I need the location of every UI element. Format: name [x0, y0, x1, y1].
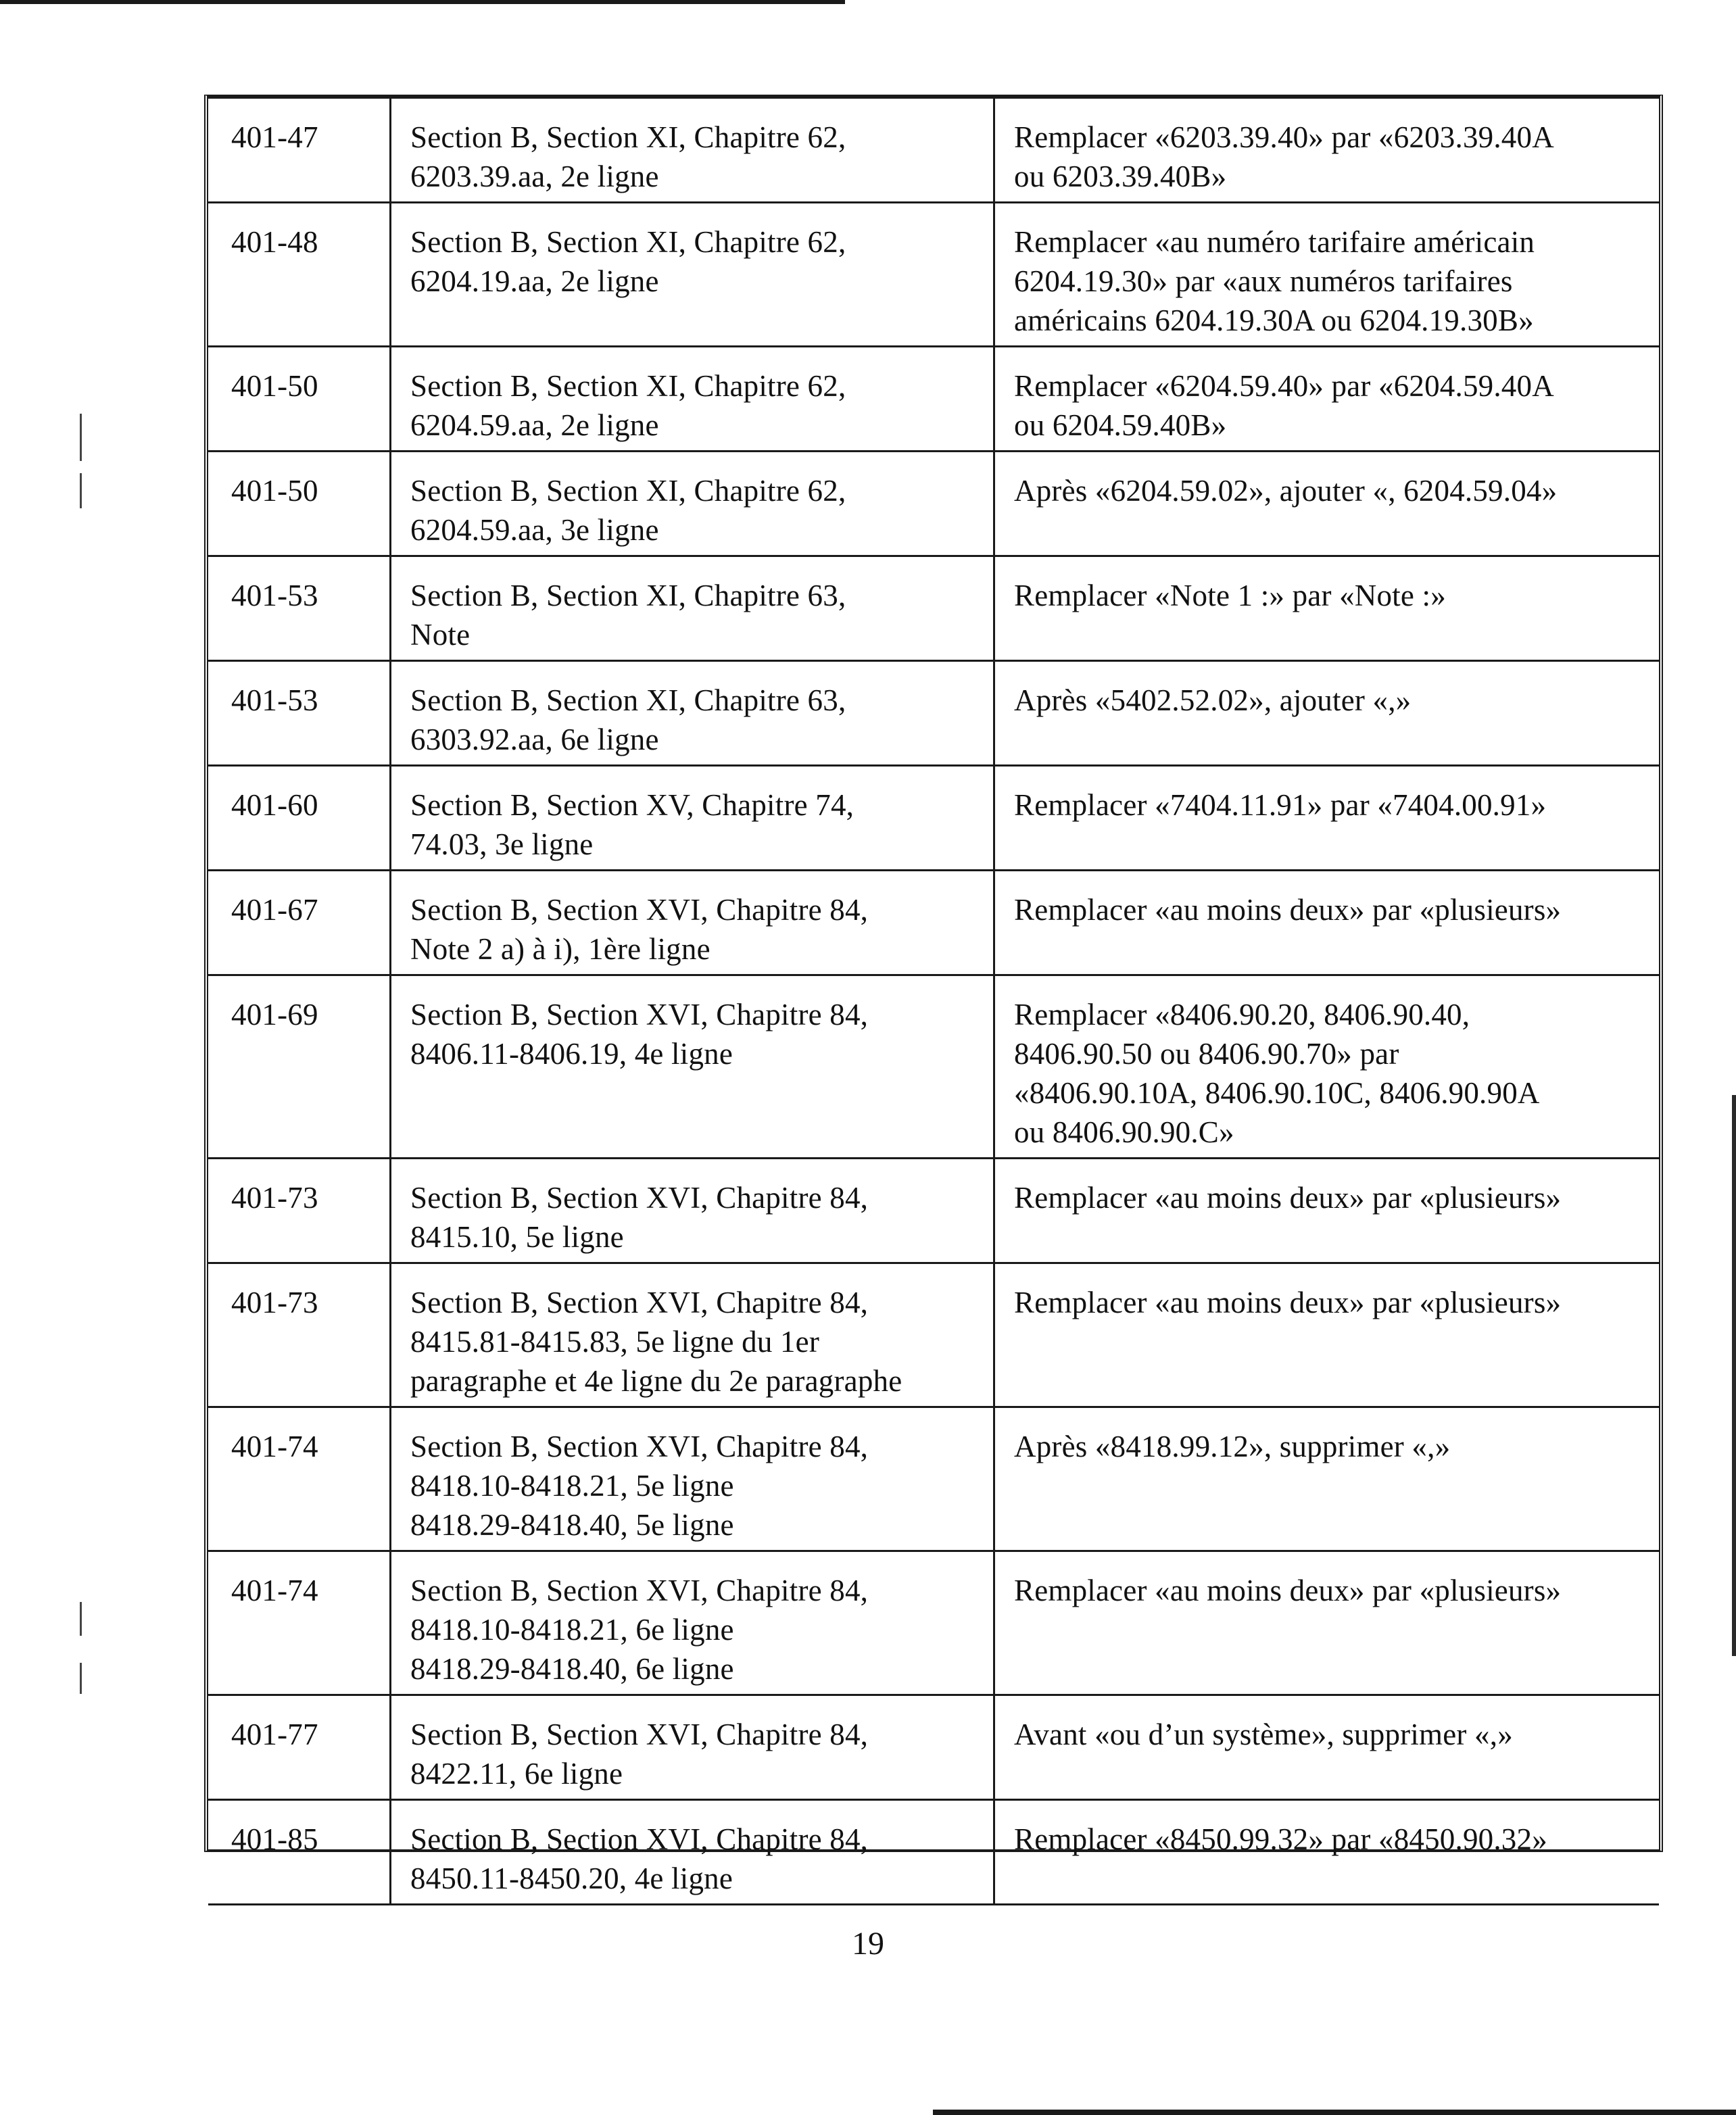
change-cell: Après «6204.59.02», ajouter «, 6204.59.04»: [994, 452, 1660, 556]
table-row: [208, 1695, 1659, 1800]
location-cell: Section B, Section XVI, Chapitre 84, 8450.11-8450.20, 4e ligne: [391, 1800, 994, 1905]
table-row: [208, 203, 1659, 347]
change-cell: Remplacer «au moins deux» par «plusieurs»: [994, 871, 1660, 975]
table-row: [208, 347, 1659, 452]
amendments-table-frame: [204, 95, 1663, 1895]
page-ref-cell: 401-48: [208, 203, 391, 347]
page-ref-cell: 401-73: [208, 1263, 391, 1407]
location-cell: Section B, Section XVI, Chapitre 84, 8422.11, 6e ligne: [391, 1695, 994, 1800]
table-row: [208, 975, 1659, 1159]
table-row: [208, 98, 1659, 203]
change-cell: Remplacer «7404.11.91» par «7404.00.91»: [994, 766, 1660, 871]
page-ref-cell: 401-53: [208, 556, 391, 661]
change-cell: Remplacer «8406.90.20, 8406.90.40, 8406.90.50 ou 8406.90.70» par «8406.90.10A, 8406.90.10C, 8406.90.90A ou 8406.90.90.C»: [994, 975, 1660, 1159]
location-cell: Section B, Section XV, Chapitre 74, 74.03, 3e ligne: [391, 766, 994, 871]
page-ref-cell: 401-47: [208, 98, 391, 203]
scan-right-edge: [1732, 1095, 1736, 1656]
amendments-table-body: [208, 98, 1659, 1905]
table-row: [208, 1159, 1659, 1263]
change-cell: Après «8418.99.12», supprimer «,»: [994, 1407, 1660, 1551]
change-cell: Remplacer «au moins deux» par «plusieurs»: [994, 1551, 1660, 1695]
page-ref-cell: 401-67: [208, 871, 391, 975]
margin-mark: [80, 414, 82, 461]
page-ref-cell: 401-85: [208, 1800, 391, 1905]
table-row: [208, 452, 1659, 556]
page-ref-cell: 401-60: [208, 766, 391, 871]
location-cell: Section B, Section XI, Chapitre 62, 6204.59.aa, 3e ligne: [391, 452, 994, 556]
table-row: [208, 766, 1659, 871]
page-ref-cell: 401-50: [208, 452, 391, 556]
change-cell: Remplacer «au moins deux» par «plusieurs»: [994, 1263, 1660, 1407]
change-cell: Remplacer «au moins deux» par «plusieurs»: [994, 1159, 1660, 1263]
table-row: [208, 1551, 1659, 1695]
location-cell: Section B, Section XVI, Chapitre 84, 8418.10-8418.21, 5e ligne 8418.29-8418.40, 5e ligne: [391, 1407, 994, 1551]
page-ref-cell: 401-74: [208, 1551, 391, 1695]
change-cell: Remplacer «au numéro tarifaire américain 6204.19.30» par «aux numéros tarifaires américains 6204.19.30A ou 6204.19.30B»: [994, 203, 1660, 347]
table-row: [208, 1407, 1659, 1551]
page-number: 19: [852, 1926, 884, 1962]
location-cell: Section B, Section XI, Chapitre 62, 6204.59.aa, 2e ligne: [391, 347, 994, 452]
change-cell: Remplacer «Note 1 :» par «Note :»: [994, 556, 1660, 661]
margin-mark: [80, 1602, 82, 1636]
change-cell: Remplacer «8450.99.32» par «8450.90.32»: [994, 1800, 1660, 1905]
location-cell: Section B, Section XVI, Chapitre 84, 8415.81-8415.83, 5e ligne du 1er paragraphe et 4e ligne du 2e paragraphe: [391, 1263, 994, 1407]
page-ref-cell: 401-69: [208, 975, 391, 1159]
table-row: [208, 661, 1659, 766]
location-cell: Section B, Section XI, Chapitre 63, 6303.92.aa, 6e ligne: [391, 661, 994, 766]
amendments-table: [208, 97, 1659, 1905]
scan-bottom-edge: [933, 2110, 1736, 2115]
scan-top-edge: [0, 0, 845, 4]
page-ref-cell: 401-73: [208, 1159, 391, 1263]
change-cell: Remplacer «6204.59.40» par «6204.59.40A ou 6204.59.40B»: [994, 347, 1660, 452]
margin-mark: [80, 473, 82, 508]
change-cell: Après «5402.52.02», ajouter «,»: [994, 661, 1660, 766]
location-cell: Section B, Section XVI, Chapitre 84, 8406.11-8406.19, 4e ligne: [391, 975, 994, 1159]
margin-mark: [80, 1663, 82, 1694]
change-cell: Avant «ou d’un système», supprimer «,»: [994, 1695, 1660, 1800]
location-cell: Section B, Section XI, Chapitre 63, Note: [391, 556, 994, 661]
table-row: [208, 1800, 1659, 1905]
page-ref-cell: 401-50: [208, 347, 391, 452]
location-cell: Section B, Section XI, Chapitre 62, 6204.19.aa, 2e ligne: [391, 203, 994, 347]
page-ref-cell: 401-53: [208, 661, 391, 766]
location-cell: Section B, Section XI, Chapitre 62, 6203.39.aa, 2e ligne: [391, 98, 994, 203]
table-row: [208, 871, 1659, 975]
location-cell: Section B, Section XVI, Chapitre 84, Note 2 a) à i), 1ère ligne: [391, 871, 994, 975]
page-ref-cell: 401-77: [208, 1695, 391, 1800]
change-cell: Remplacer «6203.39.40» par «6203.39.40A ou 6203.39.40B»: [994, 98, 1660, 203]
page-ref-cell: 401-74: [208, 1407, 391, 1551]
location-cell: Section B, Section XVI, Chapitre 84, 8418.10-8418.21, 6e ligne 8418.29-8418.40, 6e ligne: [391, 1551, 994, 1695]
table-row: [208, 556, 1659, 661]
table-row: [208, 1263, 1659, 1407]
location-cell: Section B, Section XVI, Chapitre 84, 8415.10, 5e ligne: [391, 1159, 994, 1263]
